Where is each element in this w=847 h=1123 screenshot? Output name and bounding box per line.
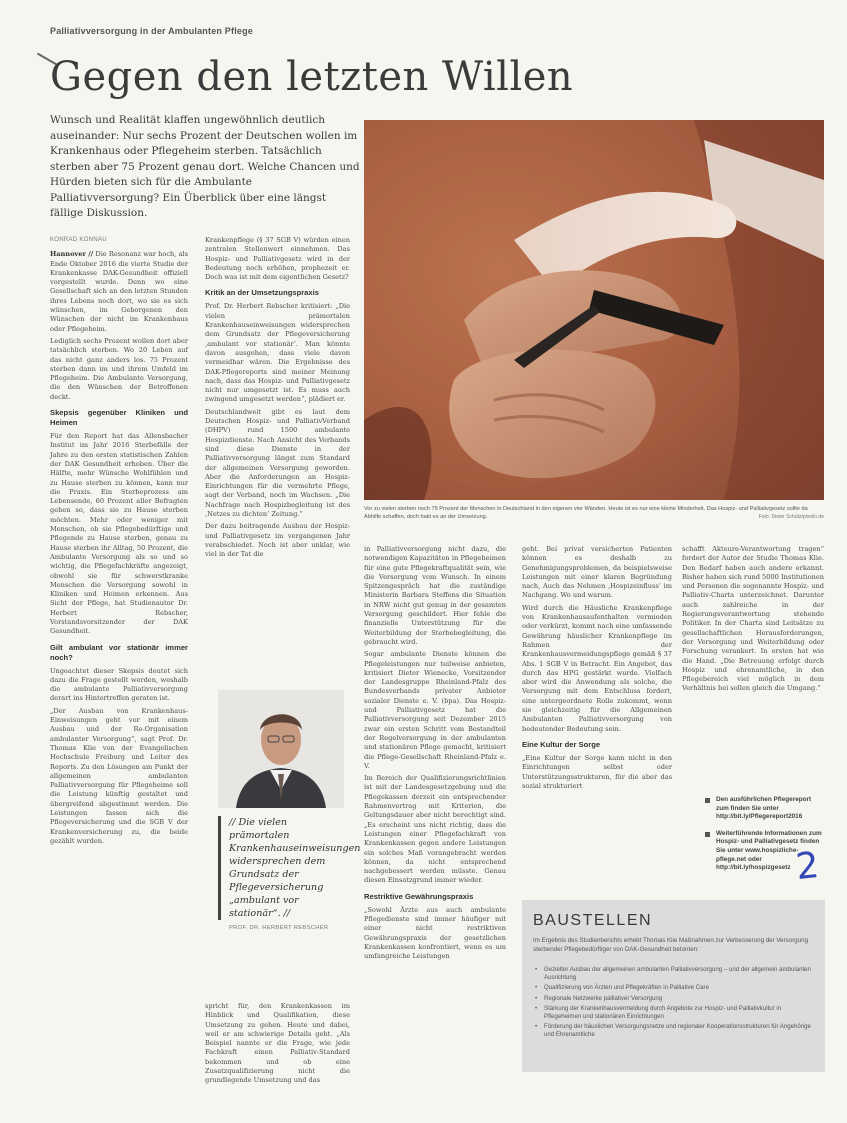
pull-quote-author: PROF. DR. HERBERT REBSCHER — [229, 925, 329, 931]
paragraph: spricht für, den Krankenkassen im Hinblick und Qualifikation, diese Umsetzung zu gehen. Heute und dabei, weil er am schwierige Details geht. „Als Beispiel nannte er die Frage, wie jede Fachkraft einen Palliativ-Standard bekommen und ob eine Zusatzqualifizierung nicht die grundlegende Umsetzung und das — [205, 1002, 350, 1085]
infobox-item: • Gezielter Ausbau der allgemeinen ambulanten Palliativversorgung – und der allgemein ambulanten Ausrichtung — [533, 966, 819, 982]
article-lead: Wunsch und Realität klaffen ungewöhnlich deutlich auseinander: Nur sechs Prozent der Deutschen wollen im Krankenhaus oder Pflegeheim sterben. Tatsächlich sterben aber 75 Prozent genau dort. Welche Chancen und Hürden bieten sich für die Ambulante Palliativversorgung? Ein Überblick über eine längst fällige Diskussion. — [50, 114, 360, 219]
link-item[interactable]: Weiterführende Informationen zum Hospiz- und Palliativgesetz finden Sie unter www.hospizliche-pflege.net oder http://bit.ly/hospizgesetz — [705, 830, 823, 873]
infobox-item: • Qualifizierung von Ärzten und Pflegekräften in Palliative Care — [533, 984, 819, 992]
article-photo — [364, 120, 824, 500]
infobox-list — [533, 966, 819, 1042]
article-column-2-continued — [205, 1002, 350, 1089]
paragraph: „Sowohl Ärzte aus auch ambulante Pflegedienste sind immer häufiger mit einer nicht restriktiven Gewährungspraxis der gesetzlichen Krankenkassen konfrontiert, wenn es um umfangreiche Leistungen — [364, 905, 506, 961]
photo-credit: Foto: Dieter Schütz/pixelio.de — [758, 514, 824, 520]
paragraph: Ungeachtet dieser Skepsis deutet sich dazu die Frage gestellt werden, weshalb die ambulante Palliativversorgung derart ins Hintertreffen geraten ist. — [50, 666, 188, 703]
paragraph: Der dazu beitragende Ausbau der Hospiz- und Palliativgesetz im vergangenen Jahr verabschiedet. Noch ist aber unklar, wie viel in der Tat die — [205, 522, 350, 559]
paragraph: „Eine Kultur der Sorge kann nicht in den Einrichtungen selbst oder Unterstützungsstrukturen, für die aber das sozial strukturiert — [522, 753, 672, 790]
article-column-3 — [364, 545, 506, 964]
paragraph: Prof. Dr. Herbert Rebscher kritisiert: „Die vielen prämortalen Krankenhauseinweisungen widersprechen dem Grundsatz der Pflegeversicherung ‚ambulant vor stationär‘. Man könnte davon ausgehen, dass viele davon vermeidbar wären. Die Ergebnisse des DAK-Pflegereports sind meiner Meinung nach, dass das Hospiz- und Palliativgesetz nicht nur umgesetzt ist. Es muss auch zwingend umgesetzt werden“, plädiert er. — [205, 302, 350, 404]
pull-quote: // Die vielen prämortalen Krankenhauseinweisungen widersprechen dem Grundsatz der Pflegeversicherung „ambulant vor stationär“. // — [218, 816, 348, 920]
article-column-1 — [50, 236, 188, 849]
paragraph: Für den Report hat das Allensbacher Institut im Jahr 2016 Sterbefälle der Jahre zu den ersten statistischen Zahlen der DAK Gesundheit erhoben. Über die Hälfte, mehr Wünsche Wohlfühlen und zu Hause sterben zu können, kann nur die Praxis. Ein Sterbeprozess am Lebensende, 60 Prozent aller Befragten gehen so, dass sie zu Hause sterben möchten. Mehr oder weniger mit Menschen, ob sie Pflegebedürftige und Pflegende zu Hause sterben, genau zu Hause sterben ihr Alltag, 50 Prozent, die Ambulante Versorgung als so und so wichtig, die Pflegefachkräfte angezeigt, obwohl sie für schwerstkranke Menschen die Versorgung sowohl in Kliniken und Heimen erkennen. Aus Sicht der Pflege, hat Studienautor Dr. Herbert Rebscher, Vorstandsvorsitzender der DAK Gesundheit. — [50, 432, 188, 636]
infobox-item: • Stärkung der Krankenhausvermeidung durch Angebote zur Hospiz- und Palliativkultur in Pflegeheimen und stationären Einrichtungen — [533, 1005, 819, 1021]
paragraph: geht. Bei privat versicherten Patienten können es deshalb zu Genehmigungsproblemen, da beispielsweise Leistungen mit einer klaren Begründung nach, Auch das Nehmen ‚Hospizeinfluss‘ im Nachgang. Wo und warum. — [522, 545, 672, 600]
infobox-baustellen — [522, 900, 825, 1072]
paragraph: Im Bereich der Qualifizierungsrichtlinien ist mit der Landesgesetzgebung und die Pflegekassen derzeit ein entsprechender Rahmenvertrag mit Kriterien, die Geltungsdauer aber nicht berechtigt sind. „Es erscheint uns nicht richtig, dass die Leistungen einer Pflegefachkraft von Krankenkassen gegen andere Leistungen ein solches Maß vorangebracht werden können, da nicht entsprechend nachgebessert werden müsste. Genau diesen Einsatzgrund immer wieder. — [364, 774, 506, 885]
paragraph: Hannover // Die Resonanz war hoch, als Ende Oktober 2016 die vierte Studie der Krankenkasse DAK-Gesundheit offiziell vorgestellt wurde. Denn wo eine Gesellschaft sich an den letzten Stunden ihres Lebens noch dort, wo sie es sich wünschen, im Geborgenen den Wünschen der nicht im Krankenhaus oder Pflegeheim. — [50, 250, 188, 333]
paragraph: Deutschlandweit gibt es laut dem Deutschen Hospiz- und PalliativVerband (DHPV) rund 1500 ambulante Hospizdienste. Nach Ansicht des Verbands sind diese Dienste in der Palliativversorgung längst zum Standard der allgemeinen Versorgung geworden. Aber die Anforderungen an Hospiz-Einrichtungen für die vermehrte Pflege, sagt der Verband, noch im Wachsen. „Die Nachfrage nach Hospizbegleitung ist des ‚Netzes zu dichten‘ Zeitung.“ — [205, 407, 350, 519]
subheading: Restriktive Gewährungspraxis — [364, 891, 474, 901]
infobox-item: • Förderung der häuslichen Versorgungsnetze und regionaler Kooperationsstrukturen für Angehörige und Ehrenamtliche — [533, 1023, 819, 1039]
paragraph: in Palliativversorgung nicht dazu, die notwendigen Kapazitäten in Pflegeheimen für eine gute Pflegekraftqualität sein, wie die Versorgung vom Wunsch. In einem Spitzengespräch hat die zuständige Ministerin Barbara Steffens die Situation in NRW nicht gut genug in der gesamten Versorgung geschildert. Hier fehle die finanzielle Unterstützung für die Weiterbildung der Sterbebegleitung, die gebraucht wird. — [364, 545, 506, 646]
subheading: Kritik an der Umsetzungspraxis — [205, 288, 319, 298]
infobox-title: BAUSTELLEN — [533, 912, 653, 929]
byline: KONRAD KONNAU — [50, 237, 107, 243]
paragraph: schafft Akteure-Verantwortung tragen“ fordert der Autor der Studie Thomas Klie. Den Bedarf haben auch andere erkannt. Bisher haben sich rund 5000 Institutionen und Personen die sogenannte Hospiz- und Palliativ-Charta unterzeichnet. Darunter auch zahlreiche in der Regierungsverantwortung stehende Politiker. In der Charta sind Leitsätze zu gesellschaftlichen Herausforderungen, der Versorgung und Weiterbildung oder Forschung verankert. In ersten hat wie die Hand. „Die Betreuung erfolgt durch Hospiz und ehrenamtliche, in den Pflegebereich viel möglich in dem Verhältnis bei sollen gleich die Umgang.“ — [682, 545, 824, 693]
paragraph: Wird durch die Häusliche Krankenpflege von Krankenhausaufenthalten vermieden oder verkürzt, kommt nach eine umfassende Gewährung häuslicher Krankenpflege im Rahmen der Krankenhausvermeidungspflege gemäß § 37 Abs. 1 SGB V in Betracht. Ein Angebot, das durch das HPG gestärkt wurde. Vielfach aber wird die Anwendung als solche, die Versorgung mit dem Entschluss fordert, eine untergeordnete Rolle zukommt, wenn sie gleichzeitig für die Allgemeinen Ambulanten Palliativversorgung von bedeutender Bedeutung sein. — [522, 603, 672, 733]
article-headline: Gegen den letzten Willen — [50, 54, 574, 100]
article-column-5 — [682, 545, 824, 697]
link-item[interactable]: Den ausführlichen Pflegereport zum finden Sie unter http://bit.ly/Pflegereport2016 — [705, 796, 823, 822]
author-portrait — [218, 690, 344, 808]
hands-cane-image — [364, 120, 824, 500]
caption-text: Vor zu vielen sterben noch 75 Prozent der Menschen in Deutschland in den eigenen vier Wänden. Heute ist es nur eine kleine Minderheit. Das Hospiz- und Palliativgesetz sollte da Abhilfe schaffen, doch hakt es an der Umsetzung. — [364, 506, 808, 520]
subheading: Eine Kultur der Sorge — [522, 739, 601, 749]
handwritten-number: 2 — [793, 844, 821, 889]
photo-caption — [364, 505, 824, 521]
paragraph: Sogar ambulante Dienste können die Pflegeleistungen nur teilweise anbieten, kritisiert Dieter Wienecke, Vorsitzender der Landesgruppe Rheinland-Pfalz des Bundesverbands privater Anbieter sozialer Dienste e. V. (bpa). Das Hospiz- und Palliativgesetz hat die Palliativversorgung seit Dezember 2015 zwar ein ersten Schritt vom Bestandteil der Regelversorgung in der ambulanten und stationären Pflege gemacht, kritisiert die Pflege-Gesellschaft Rheinland-Pfalz e. V. — [364, 650, 506, 770]
dateline: Hannover // — [50, 250, 94, 259]
paragraph: „Der Ausbau von Krankenhaus-Einweisungen geht vor mit einem Ausbau und der Re-Organisation ambulanter Versorgung“, sagt Prof. Dr. Thomas Klie von der Evangelischen Hochschule Freiburg und Leiter des Reports. Zu den Lösungen am Punkt der allgemeinen ambulanten Palliativversorgung für Pflegeheime soll die Leistung künftig gestaltet und übergreifend abgestimmt werden. Die Leistungen fassen sich die Pflegeversicherung und die SGB V der Krankenversicherung zu, die beide gezählt wurden. — [50, 706, 188, 845]
article-column-4 — [522, 545, 672, 794]
portrait-image — [218, 690, 344, 808]
paragraph: Lediglich sechs Prozent wollen dort aber tatsächlich sterben. Wo 20 Leben auf das nicht ganz anders los. 75 Prozent sterben dann im und ihrem Umfeld im Pflegeheim. Die Ambulante Versorgung, die den Wünschen der Betroffenen deckt. — [50, 336, 188, 401]
section-kicker: Palliativversorgung in der Ambulanten Pflege — [50, 26, 254, 36]
subheading: Gilt ambulant vor stationär immer noch? — [50, 642, 188, 662]
infobox-item: • Regionale Netzwerke palliativer Versorgung — [533, 995, 819, 1003]
subheading: Skepsis gegenüber Kliniken und Heimen — [50, 408, 188, 428]
paragraph: Krankenpflege (§ 37 SGB V) würden einen zentralen Stellenwert einnehmen. Das Hospiz- und Palliativgesetz wird in der Bedeutung noch erhöhen, prophezeit er. Doch was ist mit dem eigentlichen Gesetz? — [205, 236, 350, 282]
pull-quote-box — [218, 690, 361, 931]
article-column-2 — [205, 236, 350, 563]
infobox-intro: Im Ergebnis des Studienberichts erhebt Thomas Klie Maßnahmen zur Verbesserung der Versorgung sterbender Pflegebedürftiger von DAK-Gesundheit betonten: — [533, 937, 809, 953]
